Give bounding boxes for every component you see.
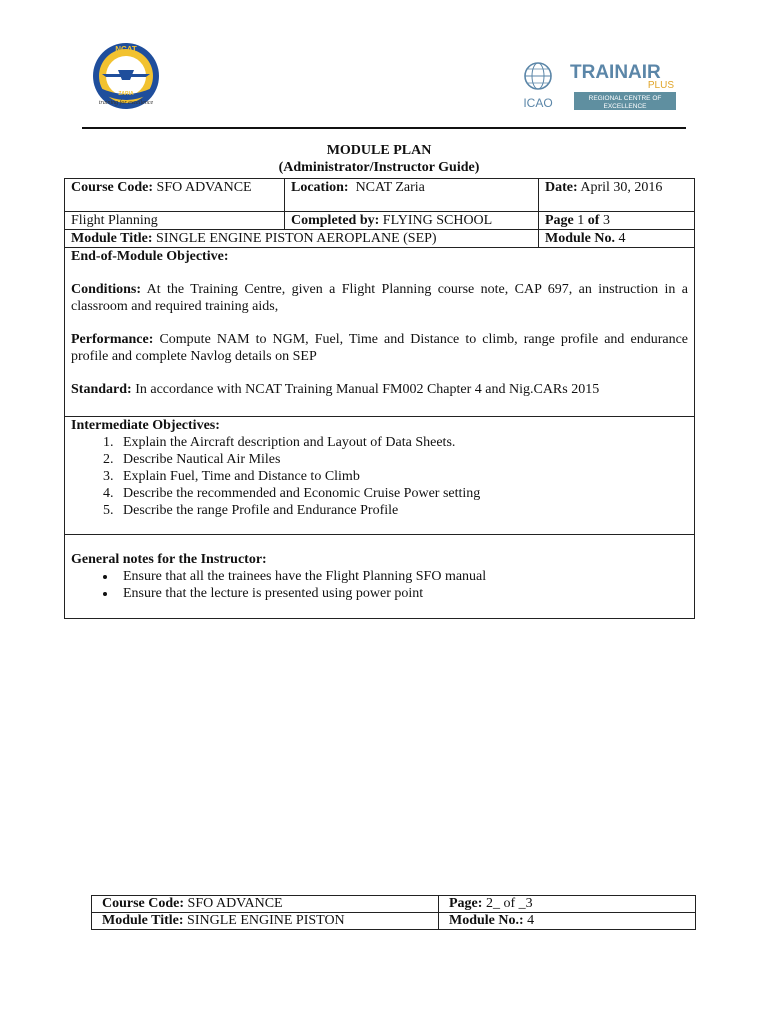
conditions-paragraph [71, 281, 688, 315]
completed-by-value: FLYING SCHOOL [379, 213, 493, 228]
performance-text: Compute NAM to NGM, Fuel, Time and Distance to climb, range profile and endurance profile and complete Navlog details on SEP [71, 332, 688, 364]
page-number: 1 [573, 213, 588, 228]
standard-paragraph [71, 381, 688, 398]
footer-module-no-value: 4 [523, 913, 535, 928]
plus-label: PLUS [647, 80, 674, 91]
course-name: Flight Planning [71, 213, 158, 228]
table-row [92, 896, 696, 913]
trainair-plus-logo [520, 58, 680, 114]
footer-page-cell [439, 896, 696, 913]
footer-module-no-label: Module No.: [449, 913, 524, 928]
list-item: • Ensure that all the trainees have the Flight Planning SFO manual [117, 568, 688, 585]
intermediate-heading: Intermediate Objectives: [71, 418, 220, 433]
trainair-title: TRAINAIR [570, 62, 661, 83]
table-row [65, 212, 695, 230]
module-title-label: Module Title: [71, 231, 153, 246]
list-item: 3. Explain Fuel, Time and Distance to Climb [117, 468, 688, 485]
list-item: 5. Describe the range Profile and Endurance Profile [117, 502, 688, 519]
ncat-logo-text: NCAT [115, 45, 137, 54]
page-label: Page [545, 213, 574, 228]
notes-heading: General notes for the Instructor: [71, 552, 267, 567]
objective-heading: End-of-Module Objective: [71, 249, 229, 264]
notes-list [71, 568, 688, 602]
conditions-label: Conditions: [71, 282, 142, 297]
module-no-label: Module No. [545, 231, 615, 246]
footer-module-title-cell [92, 913, 439, 930]
date-value: April 30, 2016 [577, 180, 663, 195]
footer-module-no-cell [439, 913, 696, 930]
date-cell [539, 179, 695, 212]
date-label: Date: [545, 180, 578, 195]
performance-label: Performance: [71, 332, 154, 347]
list-item: 1. Explain the Aircraft description and Layout of Data Sheets. [117, 434, 688, 451]
footer-module-title-value: SINGLE ENGINE PISTON [183, 913, 345, 928]
table-row [92, 913, 696, 930]
course-name-cell [65, 212, 285, 230]
notes-cell [65, 535, 695, 619]
footer-table [91, 895, 696, 930]
location-cell [285, 179, 539, 212]
list-item: 4. Describe the recommended and Economic Cruise Power setting [117, 485, 688, 502]
course-code-cell [65, 179, 285, 212]
page-subtitle: (Administrator/Instructor Guide) [278, 160, 480, 175]
intermediate-list [71, 434, 688, 519]
ncat-ribbon-text: ZARIA [118, 91, 134, 97]
list-item: • Ensure that the lecture is presented using power point [117, 585, 688, 602]
standard-text: In accordance with NCAT Training Manual FM002 Chapter 4 and Nig.CARs 2015 [131, 382, 600, 397]
module-no-value: 4 [615, 231, 626, 246]
footer-course-code-cell [92, 896, 439, 913]
footer-page-value: 2_ of _3 [482, 896, 533, 911]
course-code-label: Course Code: [71, 180, 154, 195]
module-title-cell [65, 230, 539, 248]
footer-module-title-label: Module Title: [102, 913, 184, 928]
page-title: MODULE PLAN [326, 143, 432, 158]
objective-cell [65, 248, 695, 417]
table-row [65, 230, 695, 248]
performance-paragraph [71, 331, 688, 365]
completed-by-cell [285, 212, 539, 230]
page-cell [539, 212, 695, 230]
conditions-text: At the Training Centre, given a Flight Planning course note, CAP 697, an instruction in a classroom and required training aids, [71, 282, 688, 314]
footer-page-label: Page: [449, 896, 483, 911]
location-value: NCAT Zaria [348, 180, 425, 195]
module-no-cell [539, 230, 695, 248]
badge-line1: REGIONAL CENTRE OF [588, 95, 662, 102]
page-of: of [587, 213, 600, 228]
module-plan-table [64, 178, 695, 619]
badge-line2: EXCELLENCE [603, 103, 647, 110]
table-row [65, 179, 695, 212]
header-divider [82, 127, 686, 129]
module-title-value: SINGLE ENGINE PISTON AEROPLANE (SEP) [152, 231, 437, 246]
intermediate-cell [65, 417, 695, 535]
table-row [65, 535, 695, 619]
ncat-tagline: training for excellence [98, 100, 154, 106]
completed-by-label: Completed by: [291, 213, 380, 228]
page-total: 3 [599, 213, 610, 228]
icao-label: ICAO [523, 96, 553, 110]
course-code-value: SFO ADVANCE [153, 180, 252, 195]
standard-label: Standard: [71, 382, 132, 397]
table-row [65, 248, 695, 417]
footer-course-code-value: SFO ADVANCE [184, 896, 283, 911]
location-label: Location: [291, 180, 349, 195]
list-item: 2. Describe Nautical Air Miles [117, 451, 688, 468]
footer-course-code-label: Course Code: [102, 896, 185, 911]
table-row [65, 417, 695, 535]
